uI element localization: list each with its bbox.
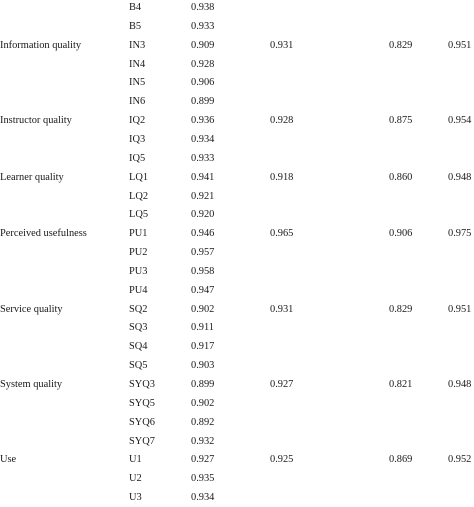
factor-loading: 0.906: [191, 77, 215, 89]
item-code: PU4: [129, 284, 148, 296]
cronbach-alpha: 0.931: [270, 303, 294, 315]
ave-value: 0.869: [389, 454, 413, 466]
table-row: [0, 149, 474, 168]
table-row: [0, 55, 474, 74]
construct-name: Use: [0, 454, 17, 466]
cronbach-alpha: 0.927: [270, 379, 294, 390]
item-code: SYQ5: [129, 397, 155, 409]
item-code: LQ5: [129, 209, 149, 221]
construct-name: Learner quality: [0, 171, 64, 183]
construct-name: Perceived usefulness: [0, 228, 87, 240]
item-code: U3: [129, 492, 142, 504]
factor-loading: 0.932: [191, 435, 215, 447]
table-row: [0, 36, 474, 55]
table-row: [0, 469, 474, 488]
factor-loading: 0.927: [191, 454, 215, 466]
table-row: [0, 73, 474, 92]
cronbach-alpha: 0.928: [270, 115, 294, 127]
composite-reliability: 0.954: [448, 115, 472, 127]
table-row: [0, 413, 474, 432]
factor-loading: 0.928: [191, 58, 215, 70]
table-row: [0, 356, 474, 375]
composite-reliability: 0.948: [448, 171, 472, 183]
factor-loading: 0.934: [191, 133, 215, 145]
item-code: SQ2: [129, 303, 148, 315]
factor-loading: 0.934: [191, 492, 215, 504]
table-row: [0, 187, 474, 206]
factor-loading: 0.936: [191, 115, 215, 127]
item-code: IN4: [129, 58, 146, 70]
factor-loading: 0.899: [191, 379, 215, 390]
factor-loading: 0.917: [191, 341, 215, 353]
composite-reliability: 0.952: [448, 454, 472, 466]
table-row: [0, 450, 474, 469]
item-code: SYQ7: [129, 435, 155, 447]
item-code: IN5: [129, 77, 146, 89]
item-code: U1: [129, 454, 142, 466]
ave-value: 0.906: [389, 228, 413, 240]
cronbach-alpha: 0.965: [270, 228, 294, 240]
construct-name: Instructor quality: [0, 115, 72, 127]
factor-loading: 0.935: [191, 473, 215, 485]
table-row: [0, 281, 474, 300]
cronbach-alpha: 0.931: [270, 39, 294, 51]
table-row: [0, 111, 474, 130]
factor-loading: 0.920: [191, 209, 215, 221]
factor-loading: 0.902: [191, 303, 215, 315]
table-row: [0, 262, 474, 281]
table-row: [0, 300, 474, 319]
item-code: IQ5: [129, 152, 146, 164]
factor-loading: 0.946: [191, 228, 215, 240]
table-row: [0, 168, 474, 187]
ave-value: 0.829: [389, 39, 413, 51]
table-row: [0, 375, 474, 394]
factor-loading: 0.892: [191, 416, 215, 428]
item-code: PU1: [129, 228, 148, 240]
table-row: [0, 243, 474, 262]
factor-loading: 0.938: [191, 2, 215, 13]
item-code: B4: [129, 2, 142, 13]
factor-loading: 0.941: [191, 171, 215, 183]
item-code: B5: [129, 20, 142, 32]
factor-loading: 0.909: [191, 39, 215, 51]
ave-value: 0.829: [389, 303, 413, 315]
factor-loading: 0.899: [191, 96, 215, 108]
item-code: SQ5: [129, 360, 148, 372]
table-row: [0, 488, 474, 507]
table-row: [0, 17, 474, 36]
table-row: [0, 205, 474, 224]
item-code: PU2: [129, 247, 148, 259]
item-code: U2: [129, 473, 142, 485]
factor-loading: 0.911: [191, 322, 214, 334]
table-row: [0, 0, 474, 17]
table-row: [0, 394, 474, 413]
ave-value: 0.860: [389, 171, 413, 183]
cronbach-alpha: 0.925: [270, 454, 294, 466]
composite-reliability: 0.951: [448, 39, 472, 51]
factor-loading: 0.902: [191, 397, 215, 409]
item-code: IQ2: [129, 115, 146, 127]
table-row: [0, 318, 474, 337]
item-code: IQ3: [129, 133, 146, 145]
table-row: [0, 337, 474, 356]
ave-value: 0.875: [389, 115, 413, 127]
factor-loading: 0.903: [191, 360, 215, 372]
item-code: PU3: [129, 265, 148, 277]
factor-loading: 0.947: [191, 284, 215, 296]
item-code: IN3: [129, 39, 146, 51]
table-row: [0, 432, 474, 451]
factor-loading: 0.957: [191, 247, 215, 259]
item-code: SQ3: [129, 322, 148, 334]
item-code: LQ2: [129, 190, 149, 202]
composite-reliability: 0.975: [448, 228, 472, 240]
table-row: [0, 224, 474, 243]
composite-reliability: 0.948: [448, 379, 472, 390]
item-code: SYQ6: [129, 416, 155, 428]
factor-loading: 0.958: [191, 265, 215, 277]
item-code: SQ4: [129, 341, 148, 353]
construct-name: System quality: [0, 379, 63, 390]
table-row: [0, 92, 474, 111]
cronbach-alpha: 0.918: [270, 171, 294, 183]
item-code: SYQ3: [129, 379, 155, 390]
factor-loading: 0.933: [191, 152, 215, 164]
table-row: [0, 130, 474, 149]
item-code: IN6: [129, 96, 146, 108]
construct-name: Information quality: [0, 39, 82, 51]
factor-loading: 0.921: [191, 190, 215, 202]
item-code: LQ1: [129, 171, 149, 183]
construct-name: Service quality: [0, 303, 63, 315]
composite-reliability: 0.951: [448, 303, 472, 315]
ave-value: 0.821: [389, 379, 413, 390]
factor-loading: 0.933: [191, 20, 215, 32]
